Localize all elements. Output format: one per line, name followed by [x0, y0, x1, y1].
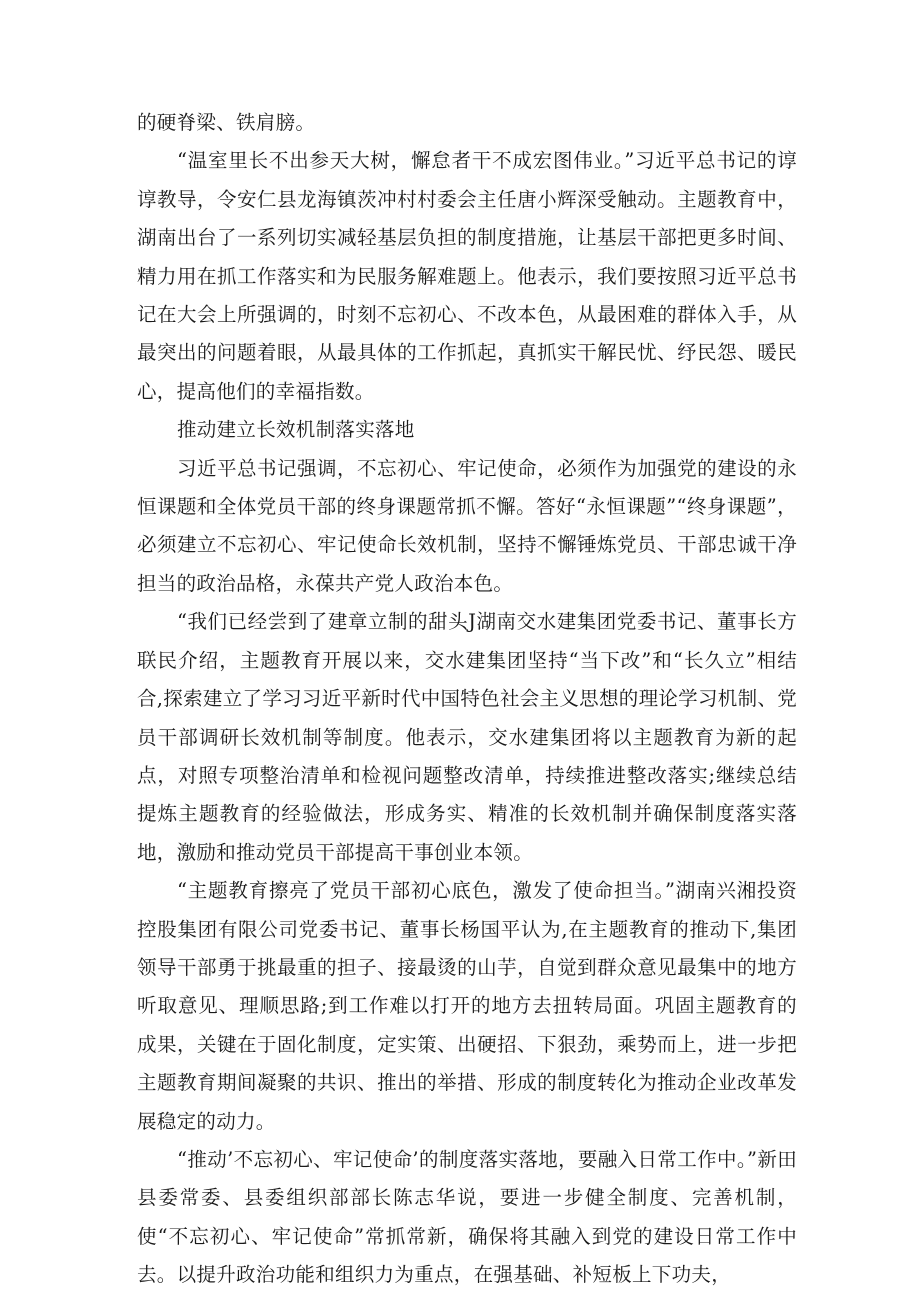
paragraph-body: “温室里长不出参天大树，懈怠者干不成宏图伟业。”习近平总书记的谆谆教导，令安仁县龙海镇茨冲村村委会主任唐小辉深受触动。主题教育中，湖南出台了一系列切实减轻基层负担的制度措施，让基层干部把更多时间、精力用在抓工作落实和为民服务解难题上。他表示，我们要按照习近平总书记在大会上所强调的，时刻不忘初心、不改本色，从最困难的群体入手，从最突出的问题着眼，从最具体的工作抓起，真抓实干解民忧、纾民怨、暖民心，提高他们的幸福指数。: [137, 149, 797, 403]
paragraph-body: “主题教育擦亮了党员干部初心底色，激发了使命担当。”湖南兴湘投资控股集团有限公司党委书记、董事长杨国平认为,在主题教育的推动下,集团领导干部勇于挑最重的担子、接最烫的山芋，自觉到群众意见最集中的地方听取意见、理顺思路;到工作难以打开的地方去扭转局面。巩固主题教育的成果，关键在于固化制度，定实策、出硬招、下狠劲，乘势而上，进一步把主题教育期间凝聚的共识、推出的举措、形成的制度转化为推动企业改革发展稳定的动力。: [137, 879, 797, 1133]
document-body: [137, 104, 797, 1295]
section-heading: 推动建立长效机制落实落地: [177, 418, 415, 442]
paragraph-body: “推动’不忘初心、牢记使命’的制度落实落地，要融入日常工作中。”新田县委常委、县委组织部部长陈志华说，要进一步健全制度、完善机制，使“不忘初心、牢记使命”常抓常新，确保将其融入到党的建设日常工作中去。以提升政治功能和组织力为重点，在强基础、补短板上下功夫，: [137, 1147, 797, 1287]
paragraph-continuation: 的硬脊梁、铁肩膀。: [137, 111, 316, 134]
paragraph-body: 习近平总书记强调，不忘初心、牢记使命，必须作为加强党的建设的永恒课题和全体党员干部的终身课题常抓不懈。答好“永恒课题”“终身课题”，必须建立不忘初心、牢记使命长效机制，坚持不懈锤炼党员、干部忠诚干净担当的政治品格，永葆共产党人政治本色。: [137, 456, 797, 595]
paragraph-body: “我们已经尝到了建章立制的甜头J湖南交水建集团党委书记、董事长方联民介绍，主题教育开展以来，交水建集团坚持“当下改”和“长久立”相结合,探索建立了学习习近平新时代中国特色社会主义思想的理论学习机制、党员干部调研长效机制等制度。他表示，交水建集团将以主题教育为新的起点，对照专项整治清单和检视问题整改清单，持续推进整改落实;继续总结提炼主题教育的经验做法，形成务实、精准的长效机制并确保制度落实落地，激励和推动党员干部提高干事创业本领。: [137, 610, 797, 864]
